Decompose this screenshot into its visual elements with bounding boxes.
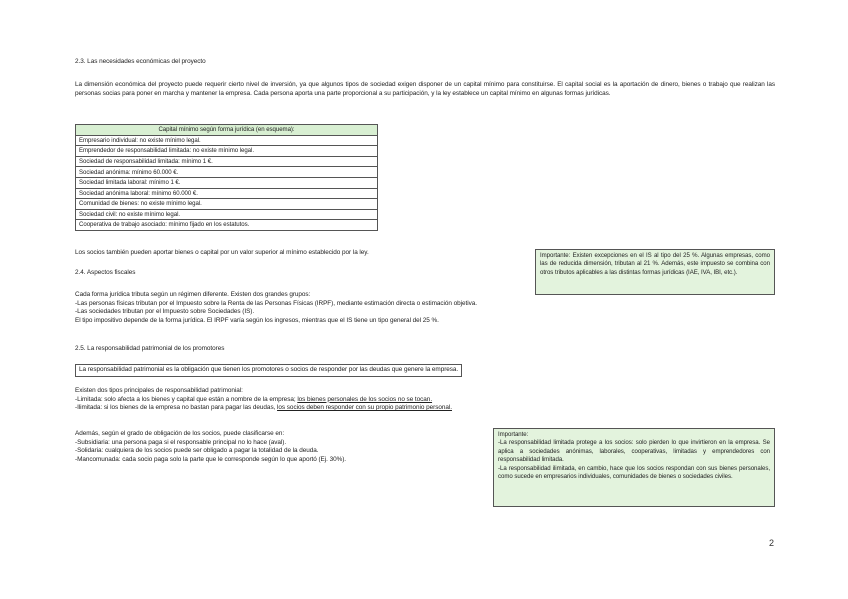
capital-table-row: Sociedad anónima laboral: mínimo 60.000 €. (76, 188, 378, 199)
tax-line: -Las personas físicas tributan por el Impuesto sobre la Renta de las Personas Físicas (IRPF), mediante estimación directa o estimación objetiva. (75, 299, 477, 307)
capital-table-row: Sociedad de responsabilidad limitada: mínimo 1 €. (76, 156, 378, 167)
note-tax-exceptions (535, 249, 775, 295)
note-liability-title: Importante: (498, 431, 529, 438)
note-tax-text: Importante: Existen excepciones en el IS al tipo del 25 %. Algunas empresas, como las de reducida dimensión, tributan al 21 %. Además, este impuesto se combina con otros tributos aplicables a las distintas formas jurídicas (IAE, IVA, IBI, etc.). (540, 252, 770, 276)
capital-table-row: Sociedad anónima: mínimo 60.000 €. (76, 167, 378, 178)
capital-table-row: Comunidad de bienes: no existe mínimo legal. (76, 199, 378, 210)
liability-unlimited-underlined: los socios deben responder con su propio patrimonio personal. (277, 404, 452, 412)
classification-line: -Mancomunada: cada socio paga solo la parte que le corresponde según lo que aportó (Ej. 30%). (75, 455, 347, 463)
note-liability (493, 428, 775, 507)
needs-paragraph: La dimensión económica del proyecto puede requerir cierto nivel de inversión, ya que algunos tipos de sociedad exigen disponer de un capital mínimo para constituirse. El capital social es la aportación de dinero, bienes o trabajo que realizan las personas socias para poner en marcha y mantener la empresa. Cada persona aporta una parte proporcional a su participación, y la ley establece un capital mínimo en algunas formas jurídicas. (75, 81, 775, 97)
capital-table-row: Empresario individual: no existe mínimo legal. (76, 135, 378, 146)
liability-limited (75, 396, 452, 405)
section-heading-needs: 2.3. Las necesidades económicas del proyecto (75, 58, 206, 65)
capital-table-row: Sociedad limitada laboral: mínimo 1 €. (76, 177, 378, 188)
capital-table-row: Emprendedor de responsabilidad limitada: no existe mínimo legal. (76, 146, 378, 157)
capital-table-header: Capital mínimo según forma jurídica (en esquema): (76, 125, 378, 136)
liability-limited-underlined: los bienes personales de los socios no se tocan. (297, 395, 433, 403)
tax-line: -Las sociedades tributan por el Impuesto sobre Sociedades (IS). (75, 308, 255, 316)
classification-line: -Solidaria: cualquiera de los socios puede ser obligado a pagar la totalidad de la deuda. (75, 447, 319, 455)
capital-table-row: Sociedad civil: no existe mínimo legal. (76, 209, 378, 220)
liability-limited-text: -Limitada: solo afecta a los bienes y capital que están a nombre de la empresa; (75, 395, 296, 403)
liability-unlimited (75, 404, 452, 413)
classification-block (75, 430, 346, 465)
liability-definition-box: La responsabilidad patrimonial es la obligación que tienen los promotores o socios de responder por las deudas que genere la empresa. (75, 364, 462, 377)
capital-table (75, 124, 378, 231)
section-heading-liability: 2.5. La responsabilidad patrimonial de los promotores (75, 345, 225, 352)
page-number: 2 (769, 538, 774, 548)
classification-line: -Subsidiaria: una persona paga si el responsable principal no lo hace (aval). (75, 438, 287, 446)
tax-line: El tipo impositivo depende de la forma jurídica. El IRPF varía según los ingresos, mientras que el IS tiene un tipo general del 25 %. (75, 316, 439, 324)
liability-types-block (75, 387, 452, 413)
note-liability-line: -La responsabilidad ilimitada, en cambio, hace que los socios respondan con sus bienes personales, como sucede en empresarios individuales, comunidades de bienes o sociedades civiles. (498, 464, 770, 481)
section-heading-tax: 2.4. Aspectos fiscales (75, 269, 136, 276)
classification-line: Además, según el grado de obligación de los socios, puede clasificarse en: (75, 430, 285, 437)
capital-table-row: Cooperativa de trabajo asociado: mínimo fijado en los estatutos. (76, 220, 378, 231)
tax-line: Cada forma jurídica tributa según un régimen diferente. Existen dos grandes grupos: (75, 291, 311, 298)
liability-types-intro: Existen dos tipos principales de responsabilidad patrimonial: (75, 387, 243, 394)
liability-unlimited-text: -Ilimitada: si los bienes de la empresa no bastan para pagar las deudas, (75, 404, 276, 412)
note-liability-line: -La responsabilidad limitada protege a los socios: solo pierden lo que invirtieron en la empresa. Se aplica a sociedades anónimas, laborales, cooperativas, limitadas y emprendedores con responsabilidad limitada. (498, 439, 770, 464)
tax-text-block (75, 291, 477, 326)
after-table-text: Los socios también pueden aportar bienes o capital por un valor superior al mínimo establecido por la ley. (75, 249, 369, 256)
